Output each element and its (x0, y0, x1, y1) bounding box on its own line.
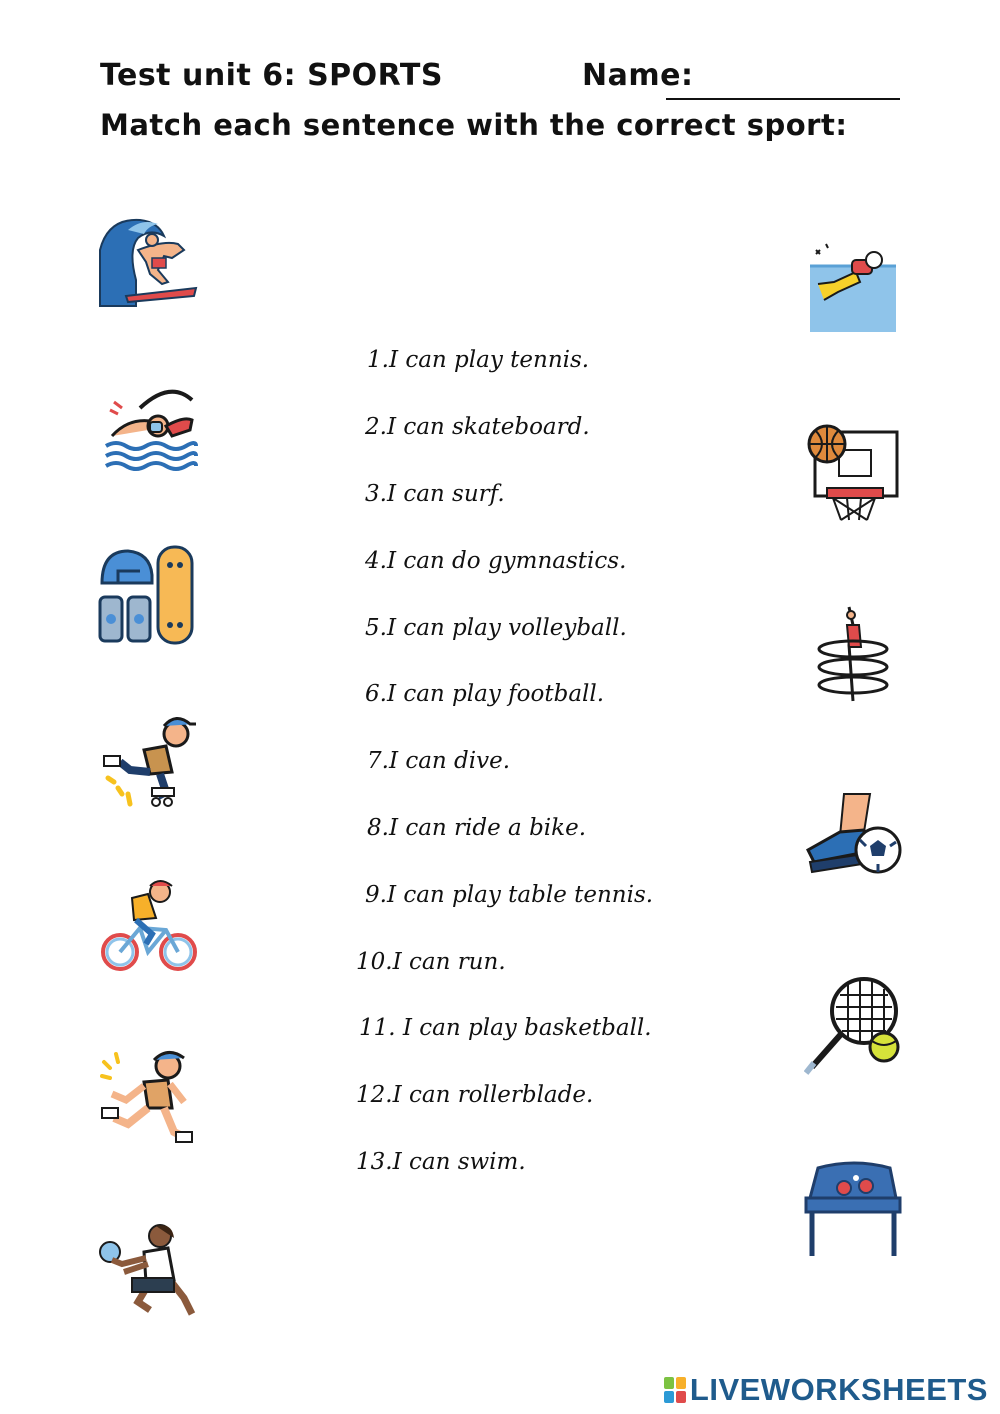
rollerblading-icon[interactable] (100, 712, 200, 812)
swimming-icon[interactable] (100, 380, 200, 480)
running-icon[interactable] (98, 1048, 198, 1148)
sentence-item: 13.I can swim. (356, 1149, 526, 1175)
sentence-item: 2.I can skateboard. (365, 414, 590, 440)
basketball-icon[interactable] (803, 422, 903, 522)
tennis-icon[interactable] (804, 975, 904, 1075)
gymnastics-icon[interactable] (803, 605, 903, 705)
logo-mark-icon (664, 1377, 686, 1403)
cycling-icon[interactable] (100, 878, 200, 978)
sentence-item: 3.I can surf. (365, 481, 505, 507)
sentence-item: 9.I can play table tennis. (365, 882, 654, 908)
volleyball-icon[interactable] (98, 1218, 198, 1318)
liveworksheets-logo (664, 1372, 988, 1408)
sentence-item: 11. I can play basketball. (359, 1015, 652, 1041)
logo-text: LIVEWORKSHEETS (689, 1372, 988, 1407)
name-input-line[interactable] (666, 98, 900, 100)
page-title: Test unit 6: SPORTS (100, 58, 443, 93)
sentence-item: 7.I can dive. (367, 748, 511, 774)
sentence-item: 5.I can play volleyball. (365, 615, 627, 641)
sentence-item: 1.I can play tennis. (367, 347, 590, 373)
skateboard-gear-icon[interactable] (98, 545, 198, 645)
table-tennis-icon[interactable] (804, 1158, 904, 1258)
sentence-item: 10.I can run. (356, 949, 506, 975)
instruction-text: Match each sentence with the correct sport: (100, 108, 848, 142)
sentence-item: 8.I can ride a bike. (367, 815, 587, 841)
surfing-icon[interactable] (98, 210, 198, 310)
name-label: Name: (582, 58, 694, 93)
sentence-item: 4.I can do gymnastics. (365, 548, 627, 574)
football-icon[interactable] (804, 792, 904, 892)
diving-icon[interactable] (804, 240, 904, 340)
sentence-item: 12.I can rollerblade. (356, 1082, 594, 1108)
sentence-item: 6.I can play football. (365, 681, 605, 707)
